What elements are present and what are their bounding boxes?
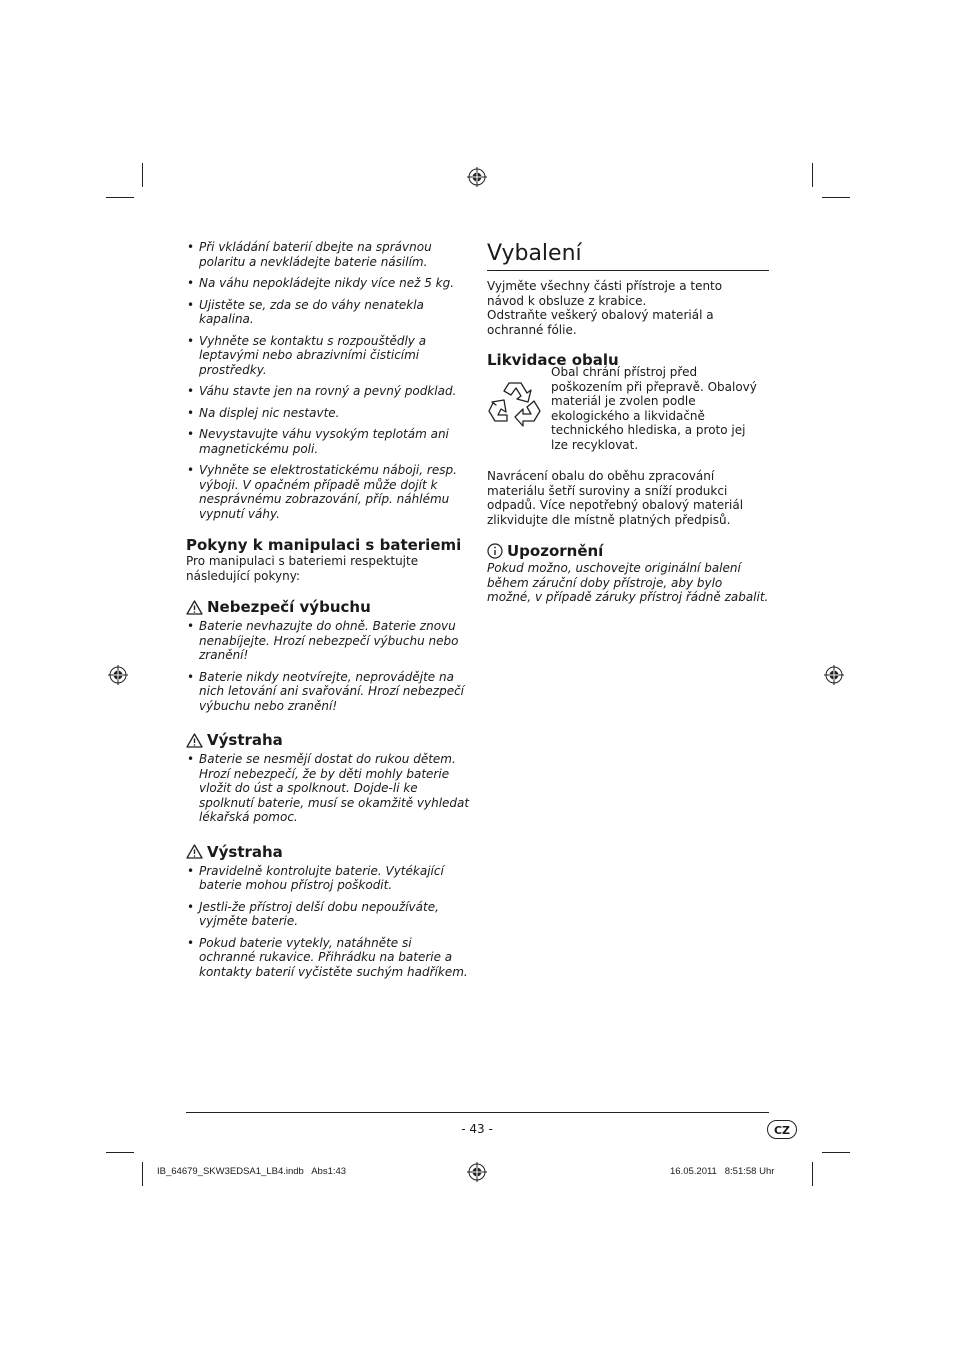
warning-triangle-icon [186, 844, 203, 859]
crop-mark [106, 197, 134, 198]
safety-bullet-list [186, 240, 471, 521]
list-item: • Pravidelně kontrolujte baterie. Vytékající baterie mohou přístroj poškodit. [186, 864, 471, 893]
list-item: • Při vkládání baterií dbejte na správnou polaritu a nevkládejte baterie násilím. [186, 240, 471, 269]
explosion-heading-text: Nebezpečí výbuchu [207, 598, 371, 616]
warning-heading [186, 843, 471, 861]
page-number: - 43 - [461, 1122, 493, 1136]
disposal-text: Obal chrání přístroj před poškozením při přepravě. Obalový materiál je zvolen podle ekologického a likvidačně technického hlediska, a proto jej lze recyklovat. [551, 365, 757, 452]
unpack-paragraph: Odstraňte veškerý obalový materiál a ochranné fólie. [487, 308, 714, 337]
print-slug-right: 16.05.2011 8:51:58 Uhr [670, 1166, 775, 1177]
battery-intro: Pro manipulaci s bateriemi respektujte následující pokyny: [186, 554, 419, 583]
warning-heading-text: Výstraha [207, 842, 283, 861]
footer-divider [186, 1112, 769, 1113]
list-item: • Vyhněte se kontaktu s rozpouštědly a leptavými nebo abrazivními čisticími prostředky. [186, 334, 471, 378]
right-column [487, 240, 769, 605]
note-text: Pokud možno, uschovejte originální balení během záruční doby přístroje, aby bylo možné, v případě záruky přístroj řádně zabalit. [487, 561, 769, 604]
warning-heading-text: Výstraha [207, 731, 283, 749]
crop-mark [142, 163, 143, 187]
list-item: • Ujistěte se, zda se do váhy nenatekla kapalina. [186, 298, 471, 327]
list-item: • Nevystavujte váhu vysokým teplotám ani magnetickému poli. [186, 427, 471, 456]
disposal-text: Navrácení obalu do oběhu zpracování materiálu šetří suroviny a sníží produkci odpadů. Více nepotřebný obalový materiál zlikvidujte dle místně platných předpisů. [487, 469, 744, 527]
left-column [186, 240, 471, 986]
registration-mark-icon [467, 167, 487, 187]
list-item: • Vyhněte se elektrostatickému náboji, resp. výboji. V opačném případě může dojít k nesprávnému zobrazování, příp. náhlému vypnutí váhy. [186, 463, 471, 521]
warning-triangle-icon [186, 600, 203, 615]
crop-mark [812, 1162, 813, 1186]
unpack-paragraph: Vyjměte všechny části přístroje a tento návod k obsluze z krabice. [487, 279, 723, 308]
explosion-heading [186, 598, 471, 616]
registration-mark-icon [467, 1162, 487, 1182]
list-item: • Jestli-že přístroj delší dobu nepoužíváte, vyjměte baterie. [186, 900, 471, 929]
registration-mark-icon [108, 665, 128, 685]
recycle-icon [487, 377, 543, 429]
explosion-bullet-list [186, 619, 471, 713]
disposal-block [487, 365, 769, 452]
language-badge: CZ [767, 1120, 797, 1139]
list-item: • Na váhu nepokládejte nikdy více než 5 kg. [186, 276, 471, 291]
page-title: Vybalení [487, 240, 769, 271]
list-item: • Baterie se nesmějí dostat do rukou dětem. Hrozí nebezpečí, že by děti mohly baterie vložit do úst a spolknout. Dojde-li ke spolknutí baterie, musí se okamžitě vyhledat lékařská pomoc. [186, 752, 471, 825]
warning-triangle-icon [186, 733, 203, 748]
list-item: • Baterie nikdy neotvírejte, neprovádějte na nich letování ani svařování. Hrozí nebezpečí výbuchu nebo zranění! [186, 670, 471, 714]
crop-mark [812, 163, 813, 187]
warning-heading [186, 731, 471, 749]
list-item: • Na displej nic nestavte. [186, 406, 471, 421]
battery-heading: Pokyny k manipulaci s bateriemi [186, 536, 462, 554]
note-heading [487, 542, 769, 560]
disposal-heading: Likvidace obalu [487, 351, 619, 369]
note-heading-text: Upozornění [507, 542, 604, 560]
list-item: • Baterie nevhazujte do ohně. Baterie znovu nenabíjejte. Hrozí nebezpečí výbuchu nebo zranění! [186, 619, 471, 663]
print-slug-left: IB_64679_SKW3EDSA1_LB4.indb Abs1:43 [157, 1166, 347, 1177]
list-item: • Pokud baterie vytekly, natáhněte si ochranné rukavice. Přihrádku na baterie a kontakty baterií vyčistěte suchým hadříkem. [186, 936, 471, 980]
crop-mark [106, 1152, 134, 1153]
warning-bullet-list [186, 864, 471, 980]
info-icon [487, 543, 503, 559]
registration-mark-icon [824, 665, 844, 685]
crop-mark [142, 1162, 143, 1186]
warning-bullet-list [186, 752, 471, 825]
crop-mark [822, 1152, 850, 1153]
crop-mark [822, 197, 850, 198]
list-item: • Váhu stavte jen na rovný a pevný podklad. [186, 384, 471, 399]
